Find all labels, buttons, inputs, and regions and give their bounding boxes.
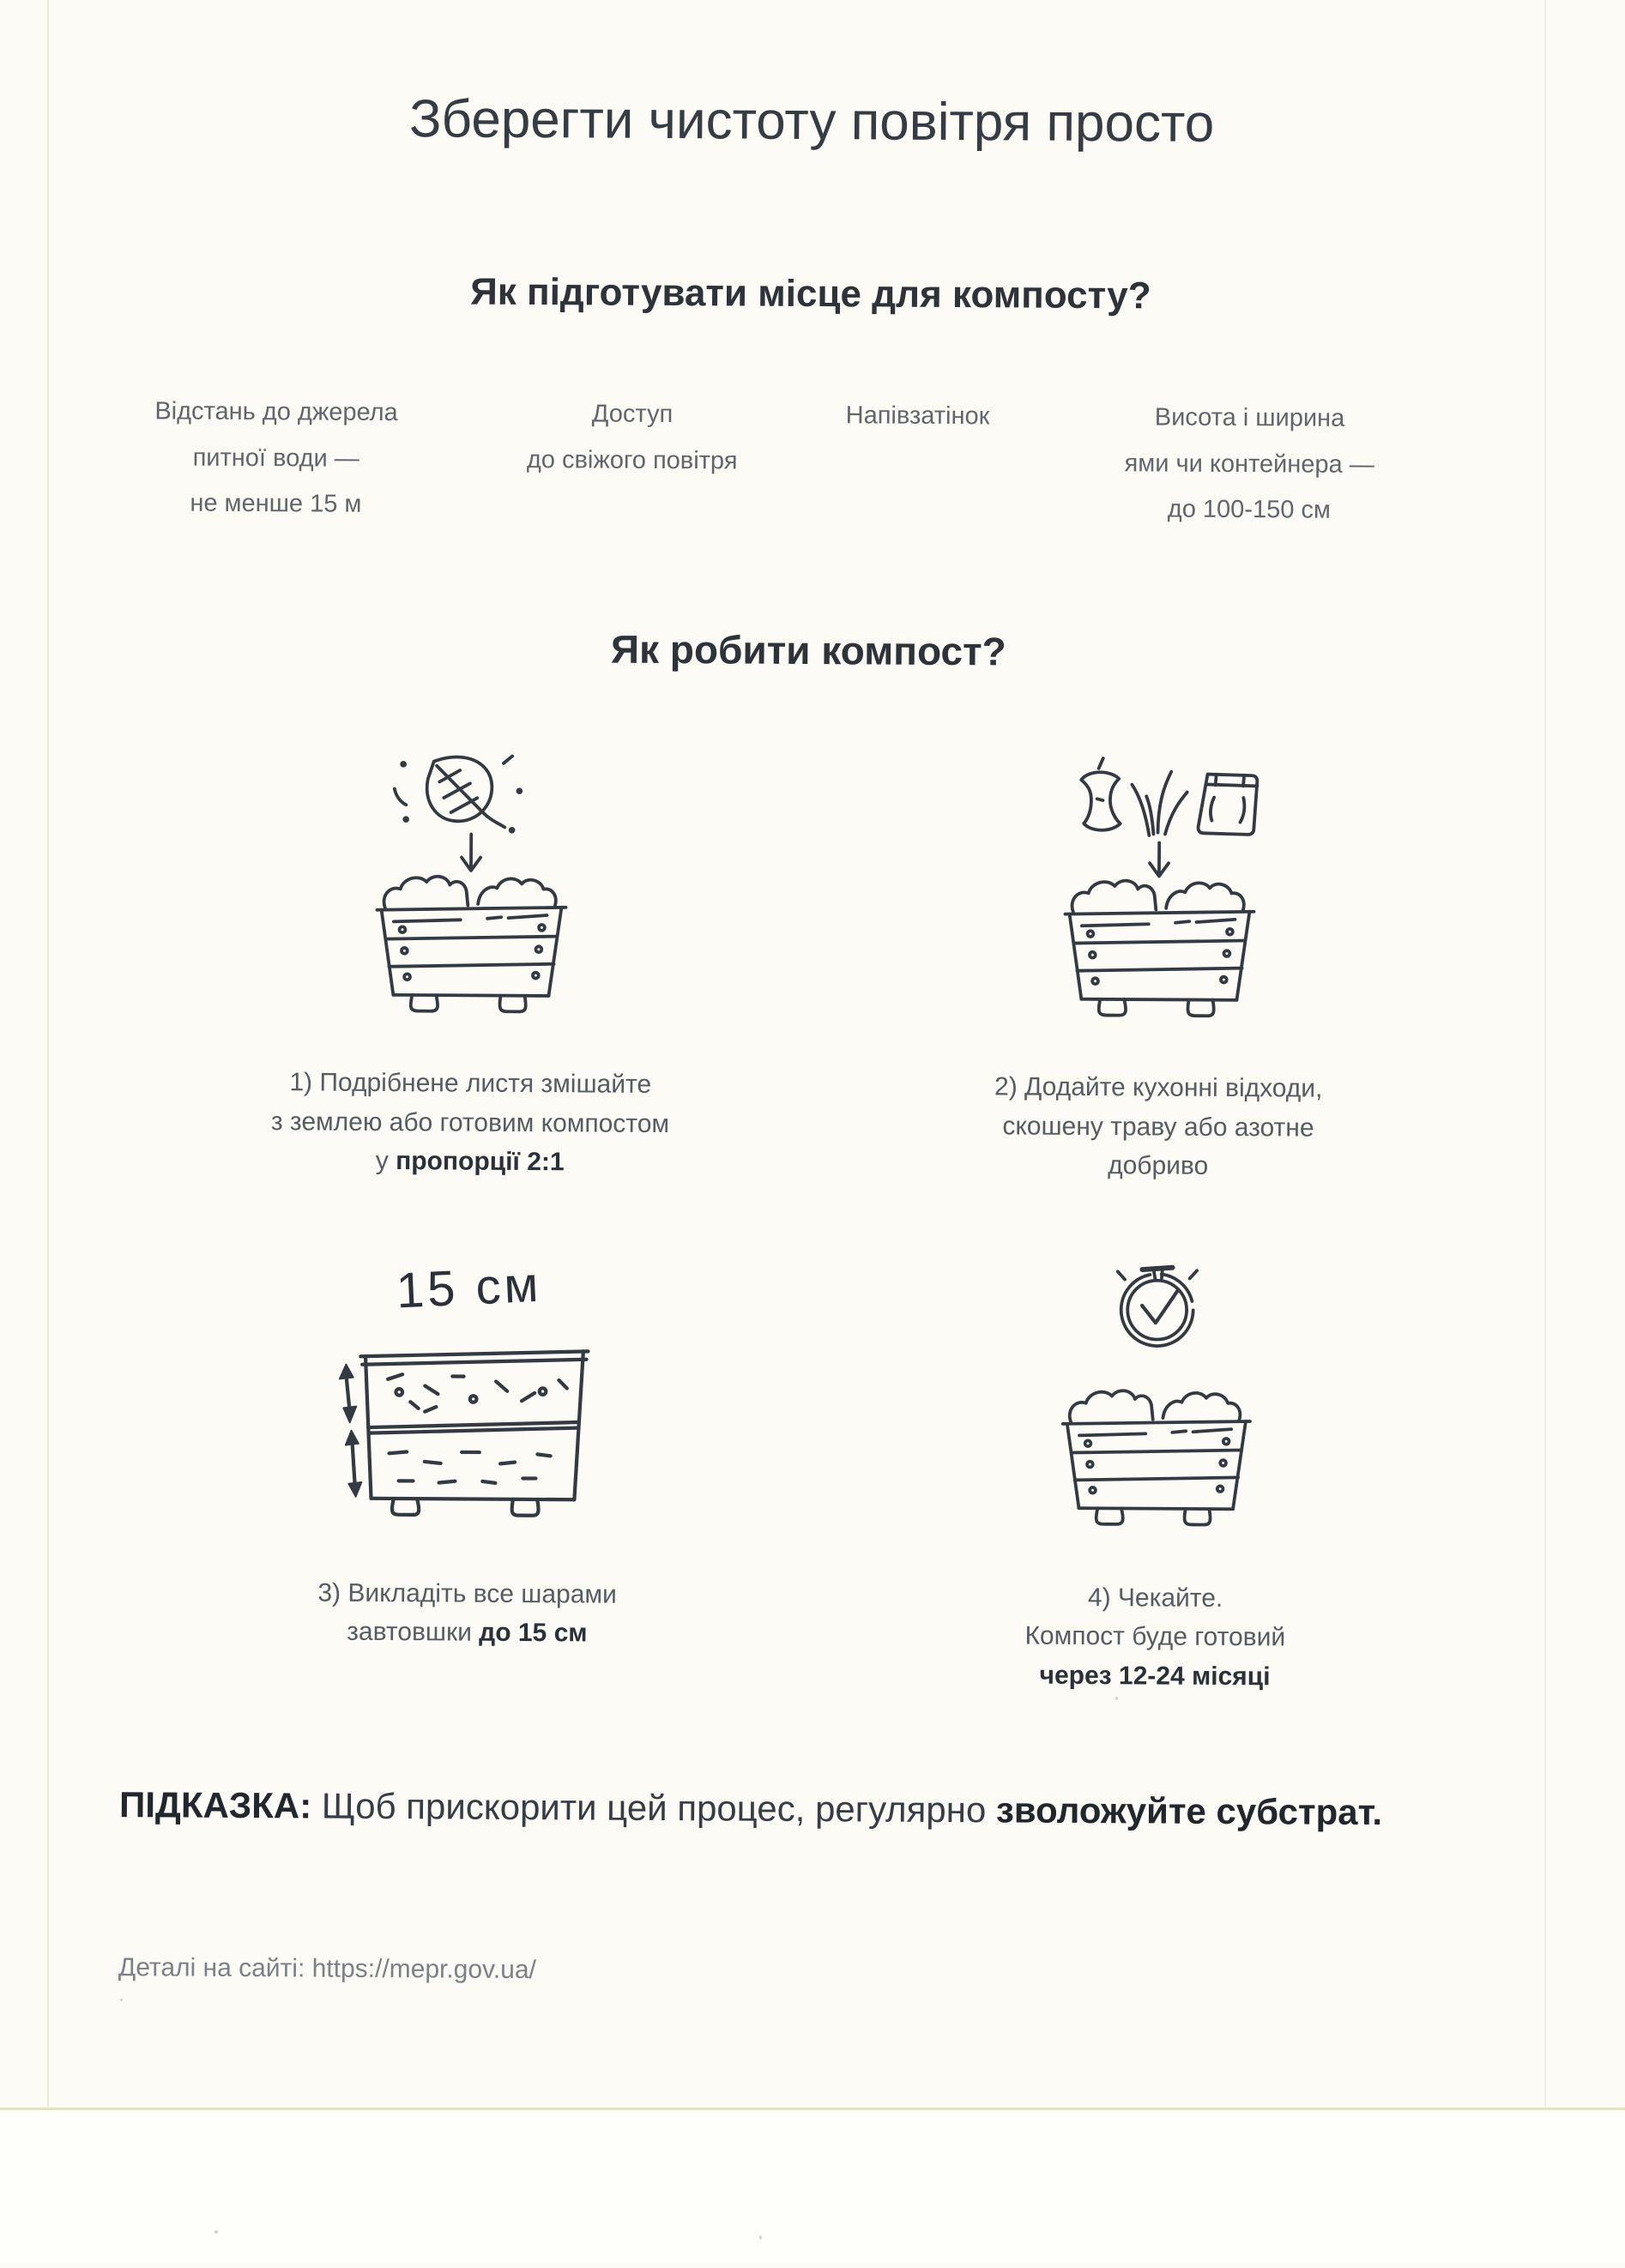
step-2-illustration [1055, 748, 1265, 1019]
scan-speckle [214, 2230, 218, 2234]
scan-speckle [1115, 1697, 1118, 1700]
condition-partial-shade: Напівзатінок [845, 401, 990, 431]
step-3-caption: 3) Викладіть все шарами завтовшки до 15 см [317, 1578, 617, 1648]
condition-water-distance: Відстань до джерела питної води — не менше 15 м [154, 397, 398, 519]
step-4-caption: 4) Чекайте. Компост буде готовий через 12-24 місяці [1024, 1583, 1286, 1692]
step-3 [136, 1252, 800, 1693]
step-1-illustration [367, 744, 577, 1015]
conditions-row [117, 389, 1494, 535]
kitchen-waste-into-compost-bin-icon [1055, 757, 1265, 1019]
layered-box-icon [330, 1322, 606, 1525]
section-prepare-heading: Як підготувати місце для компосту? [470, 270, 1151, 317]
stopwatch-over-compost-bin-icon [1053, 1262, 1260, 1529]
step-1-caption: 1) Подрібнене листя змішайте з землею або готовим компостом у пропорції 2:1 [270, 1068, 670, 1177]
scan-speckle [759, 2235, 762, 2240]
scan-edge-left [47, 0, 49, 2107]
step-4-illustration [1053, 1258, 1260, 1529]
step-1 [139, 742, 804, 1183]
footer-line [118, 1953, 536, 1985]
compost-bin-icon [1065, 880, 1254, 1016]
compost-bin-icon [377, 876, 566, 1011]
condition-fresh-air: Доступ до свіжого повітря [526, 400, 738, 475]
scan-edge-right [1544, 0, 1546, 2107]
condition-size: Висота і ширина ями чи контейнера — до 100-150 см [1124, 403, 1374, 524]
footer-label: Деталі на сайті: [118, 1953, 312, 1983]
section-make-heading: Як робити компост? [610, 626, 1006, 674]
step-4 [824, 1257, 1489, 1698]
tip-label: ПІДКАЗКА: [118, 1784, 312, 1826]
step-3-illustration [330, 1253, 607, 1525]
steps-grid [136, 742, 1492, 1698]
sketch-15cm-label: 15 см [395, 1256, 543, 1319]
tip-paragraph [119, 1776, 1389, 1841]
step-2-caption: 2) Додайте кухонні відходи, скошену траву або азотне добриво [994, 1072, 1323, 1181]
leaves-into-compost-bin-icon [367, 752, 577, 1015]
page-title: Зберегти чистоту повітря просто [408, 89, 1215, 154]
tip-text: Щоб прискорити цей процес, регулярно [311, 1785, 997, 1831]
compost-bin-icon [1062, 1390, 1250, 1525]
footer-url: https://mepr.gov.ua/ [311, 1954, 537, 1985]
step-2 [827, 746, 1492, 1187]
scan-speckle [120, 1999, 123, 2001]
tip-text-bold: зволожуйте субстрат. [995, 1789, 1383, 1833]
scan-margin-bottom [0, 2110, 1625, 2263]
